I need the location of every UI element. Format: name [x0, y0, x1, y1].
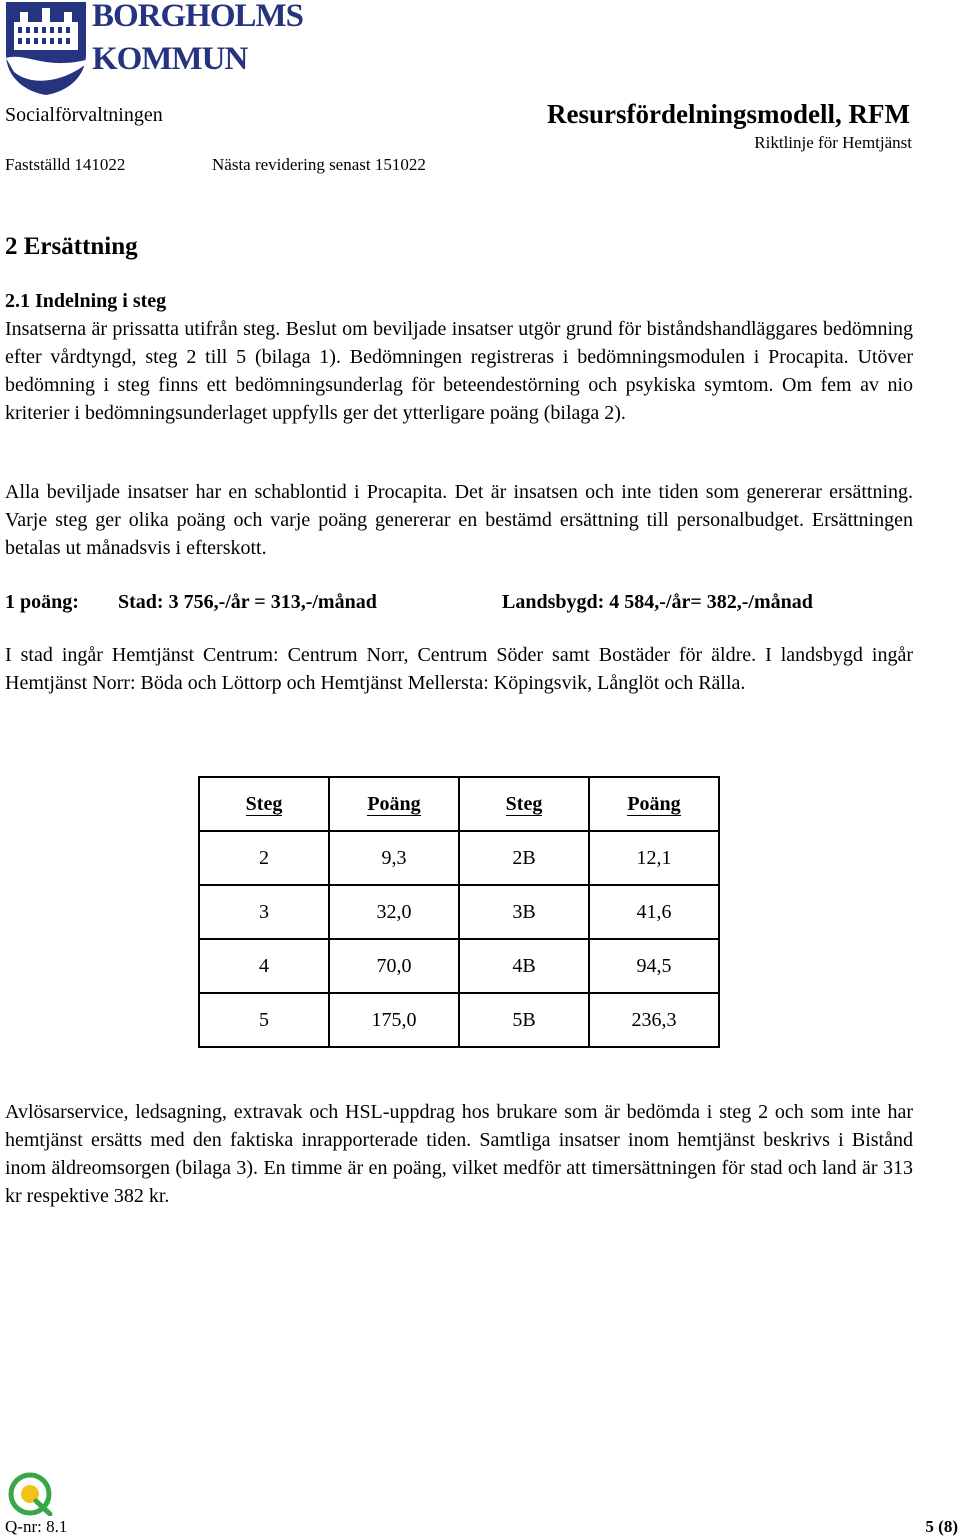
- quality-number: Q-nr: 8.1: [5, 1517, 68, 1536]
- next-revision-date: Nästa revidering senast 151022: [212, 155, 426, 174]
- table-cell: 4: [199, 939, 329, 993]
- table-cell: 2B: [459, 831, 589, 885]
- table-cell: 70,0: [329, 939, 459, 993]
- points-label: 1 poäng:: [5, 591, 79, 613]
- paragraph-areas: I stad ingår Hemtjänst Centrum: Centrum Norr, Centrum Söder samt Bostäder för äldre. I landsbygd ingår Hemtjänst Norr: Böda och Löttorp och Hemtjänst Mellersta: Köpingsvik, Långlöt och Rälla.: [5, 644, 913, 694]
- paragraph-compensation: Alla beviljade insatser har en schablontid i Procapita. Det är insatsen och inte tiden som genererar ersättning. Varje steg ger olika poäng och varje poäng genererar en bestämd ersättning till personalbudget. Ersättningen betalas ut månadsvis i efterskott.: [5, 481, 913, 559]
- points-rural-rate: Landsbygd: 4 584,-/år= 382,-/månad: [502, 591, 813, 613]
- table-row: [199, 939, 719, 993]
- table-cell: 9,3: [329, 831, 459, 885]
- table-cell: 2: [199, 831, 329, 885]
- logo-text-line1: BORGHOLMS: [92, 0, 304, 34]
- document-subtitle: Riktlinje för Hemtjänst: [754, 133, 912, 152]
- document-title: Resursfördelningsmodell, RFM: [547, 99, 910, 129]
- table-header-row: [199, 777, 719, 831]
- table-cell: 12,1: [589, 831, 719, 885]
- coat-of-arms-icon: [4, 0, 88, 96]
- table-cell: 94,5: [589, 939, 719, 993]
- table-header-cell: Poäng: [589, 777, 719, 831]
- table-cell: 5B: [459, 993, 589, 1047]
- paragraph-relief-service: Avlösarservice, ledsagning, extravak och HSL-uppdrag hos brukare som är bedömda i steg 2 och som inte har hemtjänst ersätts med den faktiska inrapporterade tiden. Samtliga insatser inom hemtjänst beskrivs i Bistånd inom äldreomsorgen (bilaga 3). En timme är en poäng, vilket medför att timersättningen för stad och land är 313 kr respektive 382 kr.: [5, 1101, 913, 1207]
- established-date: Fastställd 141022: [5, 155, 126, 174]
- quality-mark-icon: [8, 1472, 54, 1516]
- section-heading: 2 Ersättning: [5, 233, 138, 260]
- department-name: Socialförvaltningen: [5, 104, 163, 126]
- table-cell: 41,6: [589, 885, 719, 939]
- table-header-cell: Poäng: [329, 777, 459, 831]
- table-cell: 236,3: [589, 993, 719, 1047]
- table-cell: 5: [199, 993, 329, 1047]
- page-number: 5 (8): [925, 1517, 958, 1536]
- step-points-table: [198, 776, 720, 1048]
- points-city-rate: Stad: 3 756,-/år = 313,-/månad: [118, 591, 377, 613]
- table-row: [199, 885, 719, 939]
- table-row: [199, 831, 719, 885]
- table-cell: 3B: [459, 885, 589, 939]
- table-cell: 3: [199, 885, 329, 939]
- table-cell: 32,0: [329, 885, 459, 939]
- paragraph-step-assessment: Insatserna är prissatta utifrån steg. Beslut om beviljade insatser utgör grund för biståndshandläggares bedömning efter vårdtyngd, steg 2 till 5 (bilaga 1). Bedömningen registreras i bedömningsmodulen i Procapita. Utöver bedömning i steg finns ett bedömningsunderlag för beteendestörning och psykiska symtom. Om fem av nio kriterier i bedömningsunderlaget uppfylls ger det ytterligare poäng (bilaga 2).: [5, 318, 913, 424]
- logo-text-line2: KOMMUN: [92, 41, 248, 77]
- table-cell: 175,0: [329, 993, 459, 1047]
- table-cell: 4B: [459, 939, 589, 993]
- table-header-cell: Steg: [459, 777, 589, 831]
- subsection-heading: 2.1 Indelning i steg: [5, 290, 167, 312]
- table-row: [199, 993, 719, 1047]
- table-header-cell: Steg: [199, 777, 329, 831]
